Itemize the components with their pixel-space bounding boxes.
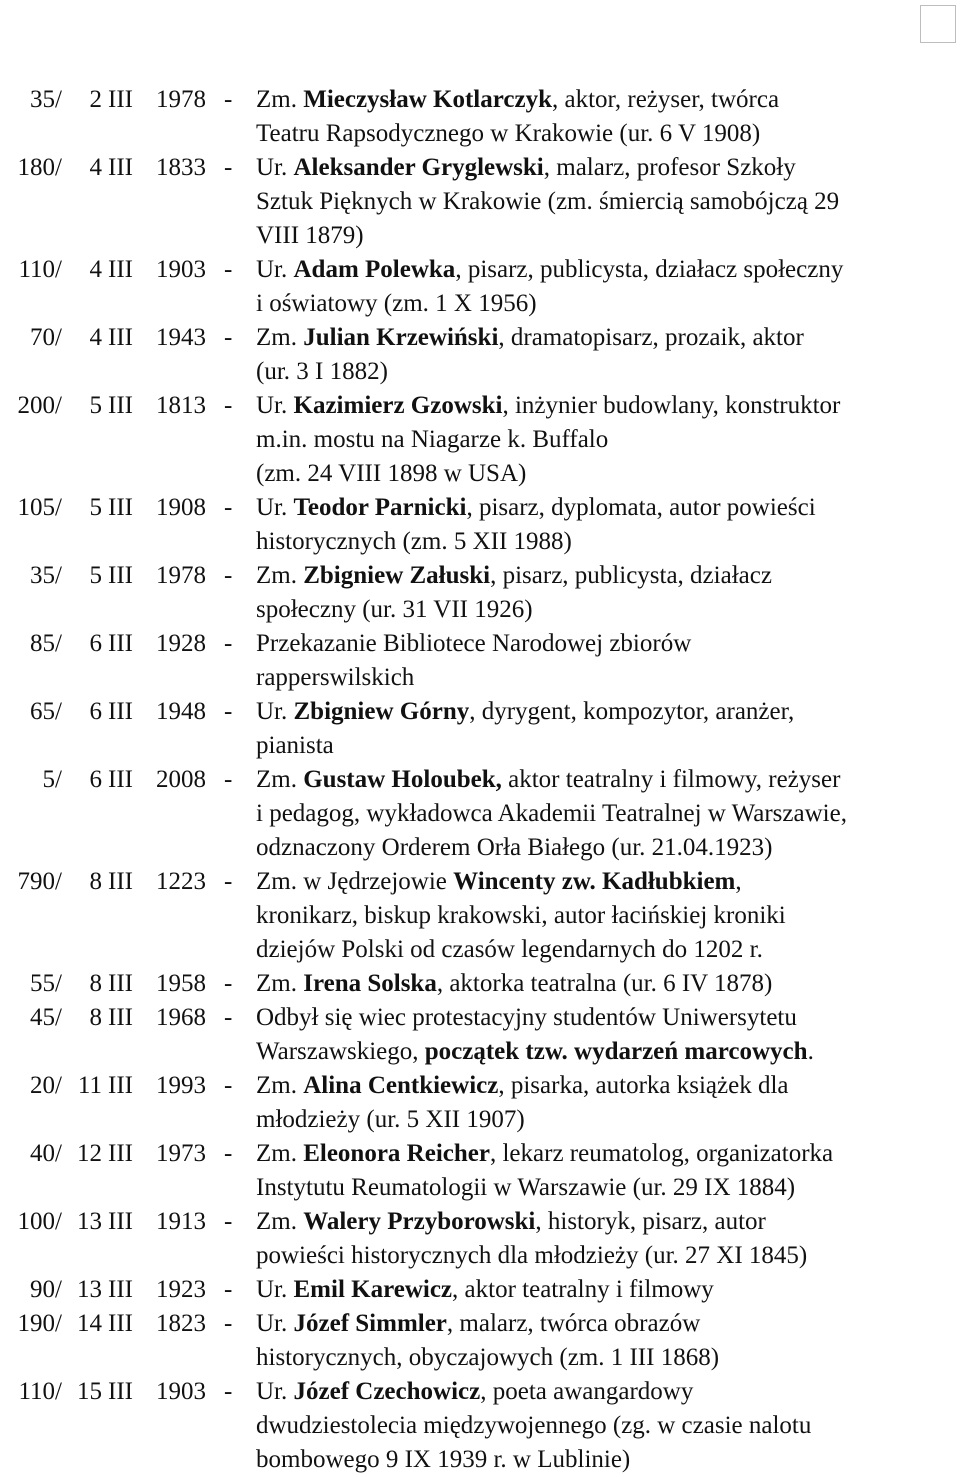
entry-continuation-line [0,185,960,219]
entry-year: 1928 [156,630,206,657]
entry-dash: - [224,86,233,113]
entry-continuation-line [0,661,960,695]
entry-plain-text: , lekarz reumatolog, organizatorka [489,1140,834,1167]
entry-text [256,185,839,219]
entry-number: 180/ [17,154,62,181]
entry-plain-text: Ur. [256,698,294,725]
entry-continuation-line [0,457,960,491]
entry-bold-text: Julian Krzewiński [303,324,499,351]
entry-continuation-line [0,287,960,321]
entry-plain-text: pianista [256,732,334,759]
entry-text [256,1307,700,1341]
entry-plain-text: Zm. [256,562,304,589]
entry [0,321,960,389]
entry-dash: - [224,868,233,895]
entry-text [256,83,779,117]
entry-plain-text: , pisarz, publicysta, działacz [490,562,772,589]
entry-month: III [108,630,133,657]
entry-text [256,1205,766,1239]
entry-continuation-line [0,525,960,559]
entry-text [256,1001,797,1035]
entry-plain-text: Ur. [256,1378,294,1405]
entry-bold-text: Józef Simmler [293,1310,447,1337]
entry-plain-text: odznaczony Orderem Orła Białego (ur. 21.04.1923) [256,834,773,861]
entry-continuation-line [0,219,960,253]
entry-bold-text: Walery Przyborowski [303,1208,536,1235]
entry-line [0,1273,960,1307]
entry-continuation-line [0,1103,960,1137]
entry [0,1273,960,1307]
entry-number: 105/ [17,494,62,521]
entry-year: 1968 [156,1004,206,1031]
entry-text [256,1341,719,1375]
entry [0,491,960,559]
entry-plain-text: Zm. [256,1140,304,1167]
entry-line [0,695,960,729]
entry-continuation-line [0,1409,960,1443]
entry-day: 6 [89,698,102,725]
entry-line [0,559,960,593]
entry-continuation-line [0,355,960,389]
entry-plain-text: , pisarz, publicysta, działacz społeczny [455,256,844,283]
entry-number: 200/ [17,392,62,419]
entry-plain-text: Zm. [256,1072,304,1099]
entry-number: 190/ [17,1310,62,1337]
entry-plain-text: , pisarka, autorka książek dla [498,1072,789,1099]
entry-plain-text: Zm. [256,766,304,793]
entry-bold-text: Teodor Parnicki [293,494,467,521]
entry-plain-text: Odbył się wiec protestacyjny studentów Uniwersytetu [256,1004,797,1031]
entry-plain-text: , malarz, twórca obrazów [446,1310,701,1337]
entry-number: 110/ [18,1378,62,1405]
entry-day: 4 [89,154,102,181]
entry-plain-text: VIII 1879) [256,222,364,249]
entry-line [0,1375,960,1409]
entry-continuation-line [0,933,960,967]
entry-bold-text: Gustaw Holoubek, [303,766,502,793]
entry-year: 1913 [156,1208,206,1235]
entry-month: III [108,86,133,113]
entry-month: III [108,392,133,419]
entry-day: 5 [89,392,102,419]
entry-text [256,355,388,389]
entry-plain-text: Warszawskiego, [256,1038,425,1065]
entry-bold-text: Mieczysław Kotlarczyk [303,86,552,113]
entry-bold-text: Adam Polewka [293,256,456,283]
entry-continuation-line [0,1239,960,1273]
entry-year: 1993 [156,1072,206,1099]
entry [0,559,960,627]
entry-day: 2 [89,86,102,113]
entry-text [256,389,840,423]
entry-number: 40/ [30,1140,62,1167]
entry-plain-text: (ur. 3 I 1882) [256,358,388,385]
corner-box [920,5,956,43]
entry-line [0,389,960,423]
entry-text [256,695,794,729]
entry-plain-text: m.in. mostu na Niagarze k. Buffalo [256,426,609,453]
entry-plain-text: młodzieży (ur. 5 XII 1907) [256,1106,525,1133]
entry-year: 1823 [156,1310,206,1337]
entry-text [256,661,414,695]
entry-day: 6 [89,630,102,657]
entry-plain-text: Teatru Rapsodycznego w Krakowie (ur. 6 V 1908) [256,120,761,147]
entry-text [256,899,786,933]
entry-line [0,1137,960,1171]
entry-month: III [108,1378,133,1405]
entry-bold-text: Wincenty zw. Kadłubkiem [453,868,736,895]
entry [0,253,960,321]
entry-year: 1923 [156,1276,206,1303]
entry-plain-text: , aktorka teatralna (ur. 6 IV 1878) [436,970,773,997]
entry-dash: - [224,324,233,351]
entry-continuation-line [0,729,960,763]
entry-text [256,151,796,185]
entry-day: 4 [89,256,102,283]
entry-plain-text: Przekazanie Bibliotece Narodowej zbiorów [256,630,692,657]
entry-plain-text: historycznych, obyczajowych (zm. 1 III 1868) [256,1344,720,1371]
entry-day: 5 [89,562,102,589]
entry-line [0,491,960,525]
entry-number: 45/ [30,1004,62,1031]
entry-month: III [108,698,133,725]
entry-continuation-line [0,899,960,933]
entry-month: III [108,324,133,351]
entry-day: 8 [89,868,102,895]
entry-dash: - [224,970,233,997]
entry-plain-text: , poeta awangardowy [480,1378,694,1405]
entry-day: 15 [77,1378,102,1405]
entry-text [256,1375,693,1409]
entry [0,1205,960,1273]
entry-year: 1908 [156,494,206,521]
entry-year: 1973 [156,1140,206,1167]
entry-day: 6 [89,766,102,793]
entry-month: III [108,1004,133,1031]
entry-text [256,559,772,593]
entry-dash: - [224,1310,233,1337]
entry-plain-text: . [807,1038,814,1065]
entry-text [256,491,816,525]
entry-month: III [108,494,133,521]
entry-text [256,763,840,797]
entry-month: III [108,154,133,181]
entry-text [256,423,608,457]
entry-bold-text: Zbigniew Górny [293,698,470,725]
entry-continuation-line [0,423,960,457]
entry-day: 13 [77,1276,102,1303]
entry [0,83,960,151]
entry-day: 8 [89,970,102,997]
entry-text [256,1239,807,1273]
entry-plain-text: , [735,868,742,895]
entry-dash: - [224,562,233,589]
entry-bold-text: Alina Centkiewicz [303,1072,499,1099]
entry-month: III [108,868,133,895]
entry-text [256,1103,525,1137]
entry-text [256,117,760,151]
entry-plain-text: Ur. [256,494,294,521]
entry-continuation-line [0,117,960,151]
entry-plain-text: Zm. [256,970,304,997]
entry-text [256,321,804,355]
entry-year: 1958 [156,970,206,997]
entry-line [0,1069,960,1103]
entry-plain-text: dziejów Polski od czasów legendarnych do 1202 r. [256,936,763,963]
entry-plain-text: , pisarz, dyplomata, autor powieści [466,494,816,521]
entry-plain-text: bombowego 9 IX 1939 r. w Lublinie) [256,1446,631,1473]
entry-text [256,831,773,865]
entry-plain-text: dwudziestolecia międzywojennego (zg. w czasie nalotu [256,1412,812,1439]
entry-day: 11 [77,1072,102,1099]
entry-year: 1833 [156,154,206,181]
entry-day: 13 [77,1208,102,1235]
entry-line [0,253,960,287]
entry-continuation-line [0,831,960,865]
entry-plain-text: i oświatowy (zm. 1 X 1956) [256,290,537,317]
entry-continuation-line [0,1035,960,1069]
entry-line [0,627,960,661]
entry-bold-text: Józef Czechowicz [293,1378,481,1405]
entry-dash: - [224,154,233,181]
entry-plain-text: i pedagog, wykładowca Akademii Teatralnej w Warszawie, [256,800,847,827]
entry-text [256,593,533,627]
entry-text [256,729,334,763]
entry-year: 1223 [156,868,206,895]
entry-dash: - [224,630,233,657]
entry-month: III [108,562,133,589]
entry-plain-text: Ur. [256,154,294,181]
entry-text [256,457,526,491]
entry-bold-text: Irena Solska [303,970,437,997]
entry [0,1069,960,1137]
entry-number: 5/ [42,766,62,793]
entry-number: 110/ [18,256,62,283]
entry-text [256,1273,714,1307]
entry-bold-text: początek tzw. wydarzeń marcowych [424,1038,808,1065]
entry-plain-text: Sztuk Pięknych w Krakowie (zm. śmiercią samobójczą 29 [256,188,840,215]
entry-number: 70/ [30,324,62,351]
entry-year: 1943 [156,324,206,351]
entry [0,1375,960,1477]
entry-dash: - [224,1378,233,1405]
entry-dash: - [224,1208,233,1235]
entry [0,967,960,1001]
entry-text [256,287,537,321]
entry-year: 1978 [156,562,206,589]
entry-text [256,219,364,253]
entry-plain-text: , aktor teatralny i filmowy [452,1276,714,1303]
entry-month: III [108,1310,133,1337]
entry-dash: - [224,1140,233,1167]
entry-number: 100/ [17,1208,62,1235]
entry-bold-text: Kazimierz Gzowski [293,392,503,419]
entry [0,695,960,763]
entry-continuation-line [0,1171,960,1205]
entry-text [256,525,572,559]
entry-dash: - [224,1276,233,1303]
entry-number: 65/ [30,698,62,725]
entry-number: 35/ [30,562,62,589]
entry-month: III [108,1276,133,1303]
entry-number: 55/ [30,970,62,997]
entry-plain-text: Zm. [256,1208,304,1235]
entry-plain-text: rapperswilskich [256,664,415,691]
entry-bold-text: Zbigniew Załuski [303,562,491,589]
entry [0,1307,960,1375]
entry-year: 2008 [156,766,206,793]
entry-line [0,967,960,1001]
entry [0,763,960,865]
entry-dash: - [224,1072,233,1099]
entry-text [256,797,847,831]
entry-plain-text: , dyrygent, kompozytor, aranżer, [469,698,795,725]
entry-plain-text: (zm. 24 VIII 1898 w USA) [256,460,527,487]
entry-number: 35/ [30,86,62,113]
entry-year: 1903 [156,1378,206,1405]
entry-text [256,1409,811,1443]
entry-continuation-line [0,797,960,831]
entry [0,389,960,491]
entry [0,1001,960,1069]
entry-plain-text: , inżynier budowlany, konstruktor [502,392,841,419]
entry-day: 4 [89,324,102,351]
entry-line [0,1205,960,1239]
entry-day: 14 [77,1310,102,1337]
entry-continuation-line [0,1341,960,1375]
entry-text [256,1069,789,1103]
entry-text [256,933,763,967]
entry-line [0,151,960,185]
anniversary-list [0,83,960,1477]
entry-plain-text: aktor teatralny i filmowy, reżyser [501,766,841,793]
entry-text [256,1171,795,1205]
entry-continuation-line [0,593,960,627]
entry-month: III [108,256,133,283]
entry [0,151,960,253]
entry-line [0,865,960,899]
entry-line [0,83,960,117]
entry-number: 85/ [30,630,62,657]
entry-year: 1978 [156,86,206,113]
entry-plain-text: powieści historycznych dla młodzieży (ur. 27 XI 1845) [256,1242,808,1269]
entry-text [256,1137,833,1171]
entry-dash: - [224,392,233,419]
entry-plain-text: Zm. [256,86,304,113]
entry-year: 1903 [156,256,206,283]
entry-dash: - [224,1004,233,1031]
entry-number: 20/ [30,1072,62,1099]
entry-plain-text: społeczny (ur. 31 VII 1926) [256,596,533,623]
entry-plain-text: Zm. w Jędrzejowie [256,868,454,895]
entry-number: 790/ [17,868,62,895]
entry-year: 1948 [156,698,206,725]
entry-day: 12 [77,1140,102,1167]
entry-plain-text: , historyk, pisarz, autor [535,1208,766,1235]
entry-line [0,763,960,797]
entry-plain-text: Ur. [256,392,294,419]
entry-text [256,1035,814,1069]
entry-plain-text: kronikarz, biskup krakowski, autor łacińskiej kroniki [256,902,786,929]
entry-month: III [108,970,133,997]
entry-plain-text: Ur. [256,1276,294,1303]
entry-line [0,321,960,355]
entry-dash: - [224,494,233,521]
entry-dash: - [224,698,233,725]
entry-plain-text: historycznych (zm. 5 XII 1988) [256,528,572,555]
entry-text [256,627,691,661]
entry-dash: - [224,256,233,283]
entry-line [0,1001,960,1035]
entry-day: 8 [89,1004,102,1031]
entry [0,865,960,967]
entry [0,1137,960,1205]
entry-bold-text: Eleonora Reicher [303,1140,490,1167]
entry-plain-text: Ur. [256,256,294,283]
entry-plain-text: , malarz, profesor Szkoły [543,154,796,181]
entry-text [256,865,742,899]
entry-plain-text: Instytutu Reumatologii w Warszawie (ur. 29 IX 1884) [256,1174,796,1201]
entry-bold-text: Emil Karewicz [293,1276,453,1303]
entry-bold-text: Aleksander Gryglewski [293,154,544,181]
entry-month: III [108,1072,133,1099]
entry-plain-text: Ur. [256,1310,294,1337]
entry-month: III [108,1208,133,1235]
entry-text [256,967,772,1001]
entry-dash: - [224,766,233,793]
entry [0,627,960,695]
entry-number: 90/ [30,1276,62,1303]
entry-day: 5 [89,494,102,521]
entry-plain-text: Zm. [256,324,304,351]
entry-month: III [108,1140,133,1167]
entry-text [256,253,843,287]
entry-year: 1813 [156,392,206,419]
entry-plain-text: , dramatopisarz, prozaik, aktor [498,324,804,351]
entry-month: III [108,766,133,793]
entry-plain-text: , aktor, reżyser, twórca [552,86,780,113]
entry-line [0,1307,960,1341]
